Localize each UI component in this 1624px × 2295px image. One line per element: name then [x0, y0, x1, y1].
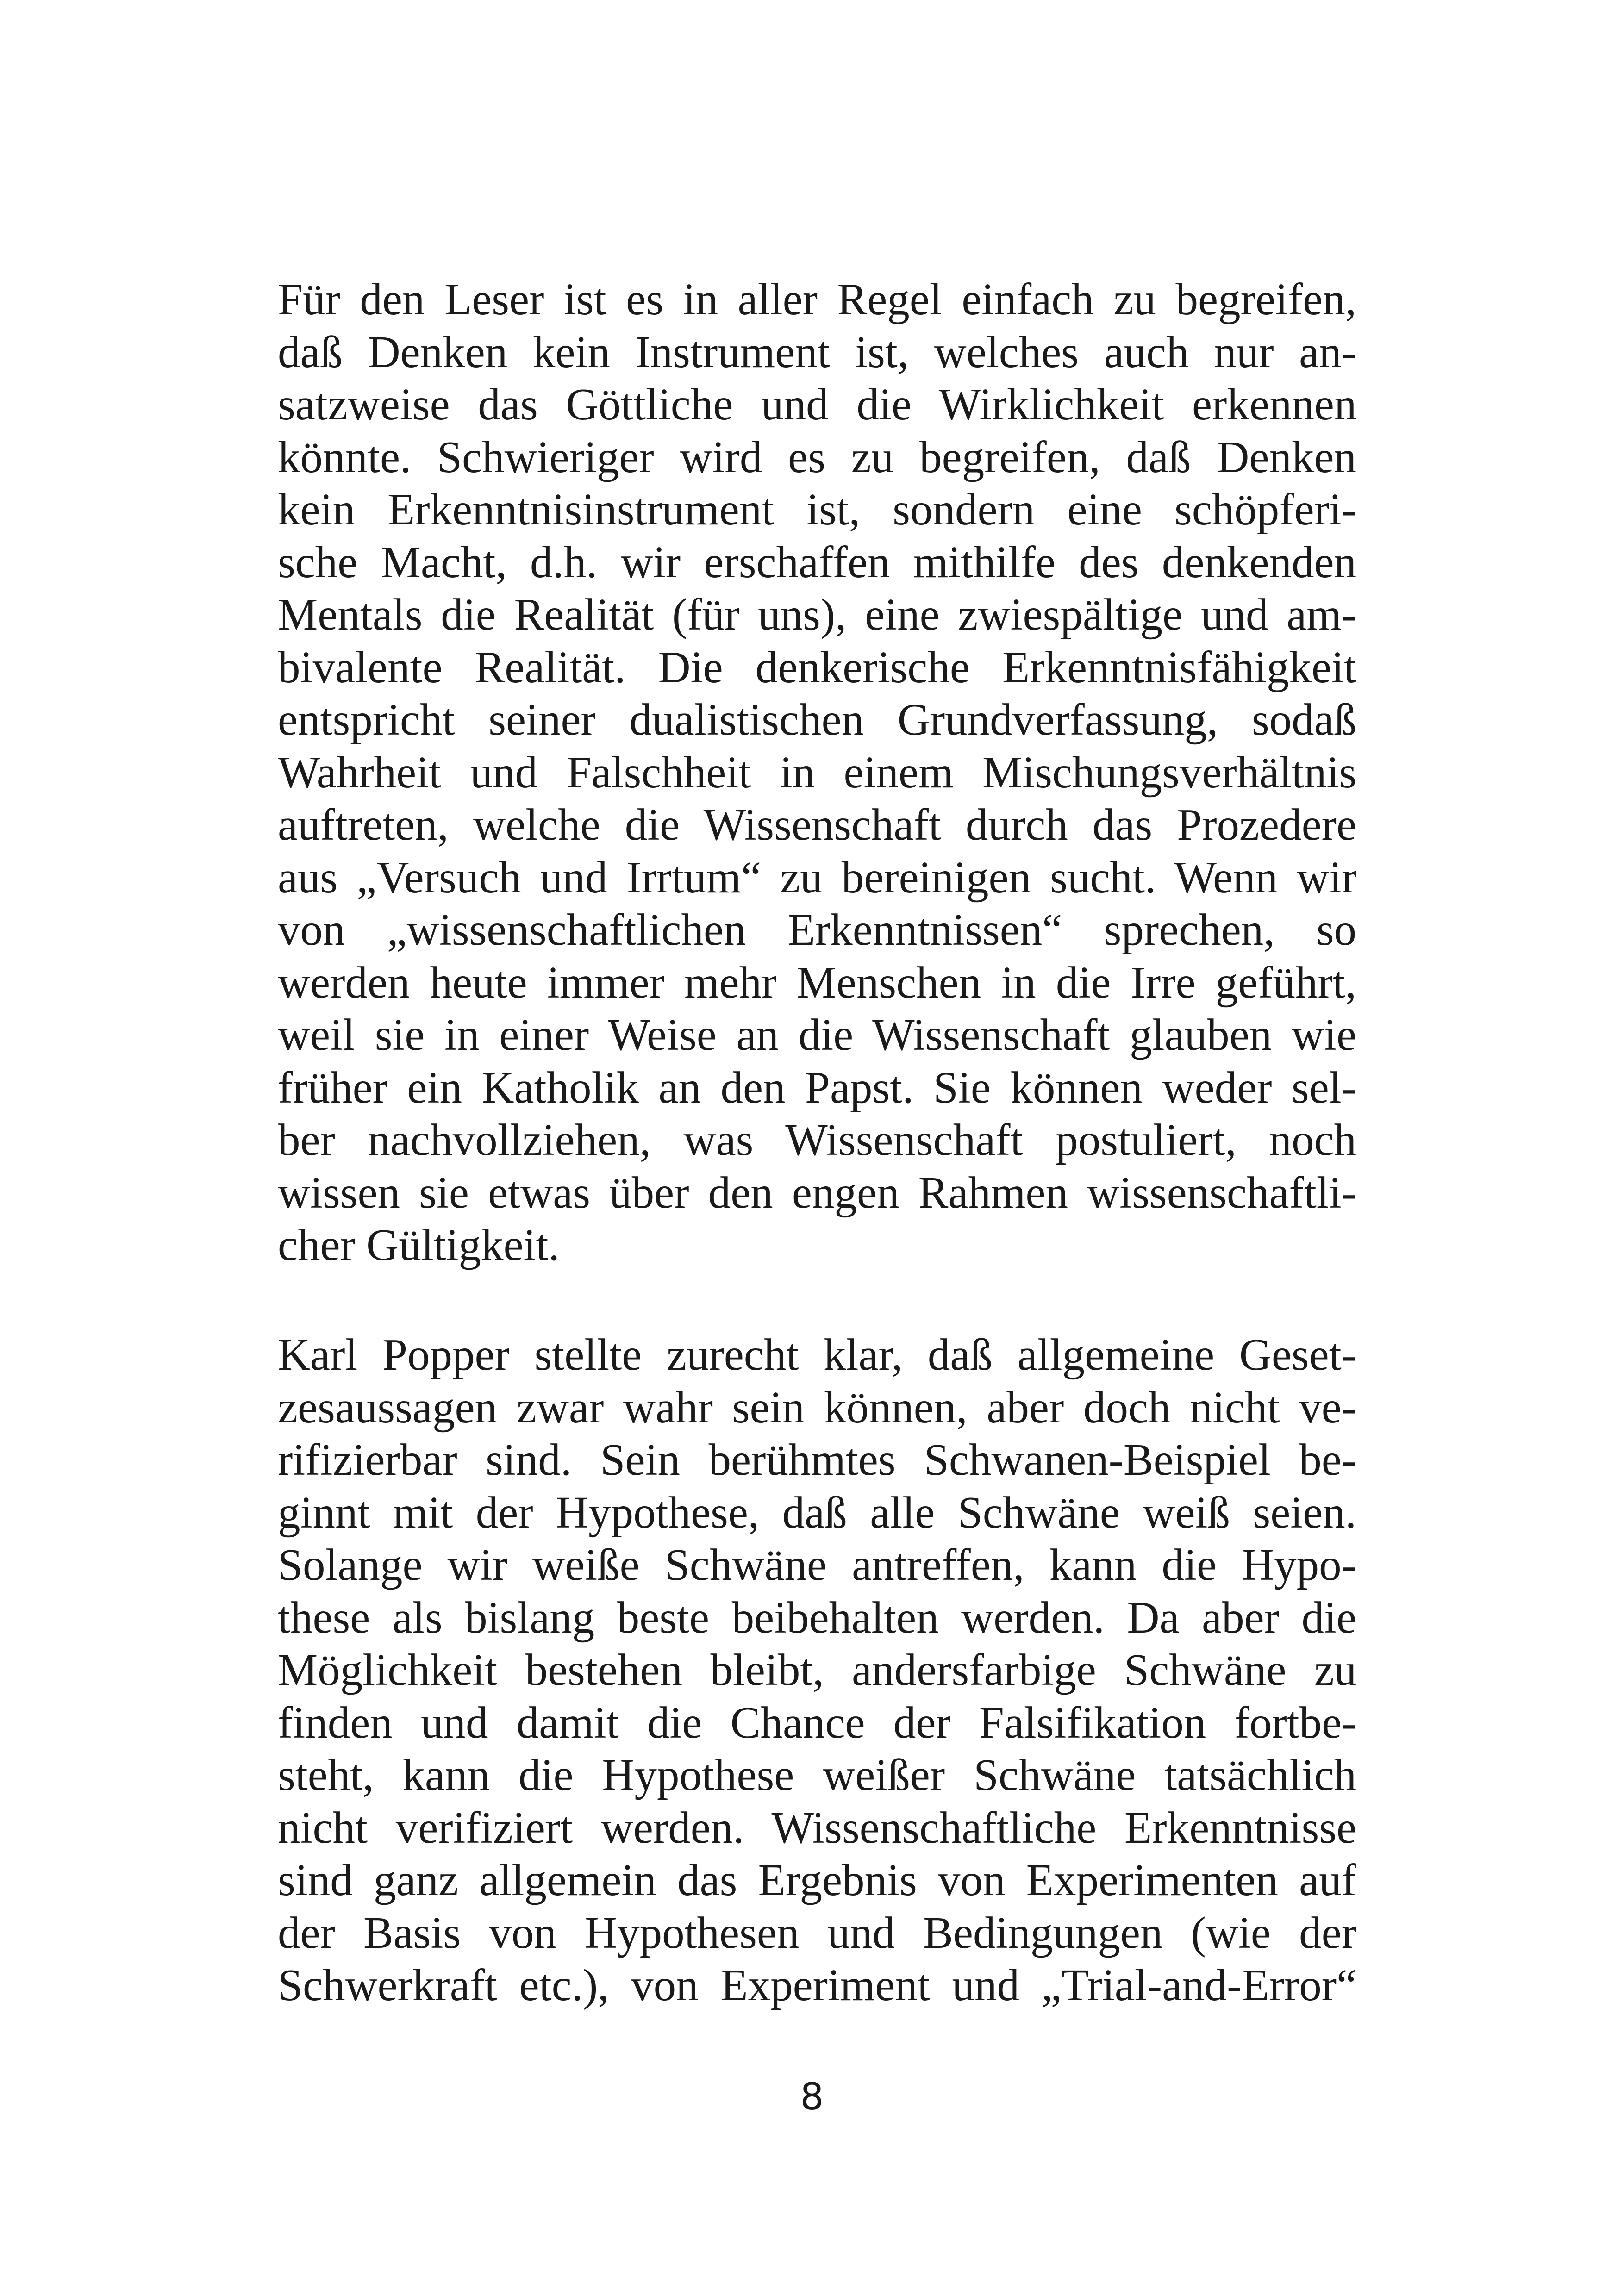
- text-line: Schwerkraft etc.), von Experiment und „Trial-and-Error“: [278, 1960, 1357, 2010]
- text-line: Solange wir weiße Schwäne antreffen, kann die Hypo-: [278, 1540, 1356, 1590]
- page-number: 8: [800, 2075, 824, 2118]
- text-line: der Basis von Hypothesen und Bedingungen (wie der: [278, 1908, 1356, 1958]
- text-line: bivalente Realität. Die denkerische Erkenntnisfähigkeit: [278, 642, 1356, 692]
- text-line: ber nachvollziehen, was Wissenschaft postuliert, noch: [278, 1115, 1357, 1165]
- text-line: aus „Versuch und Irrtum“ zu bereinigen sucht. Wenn wir: [278, 852, 1357, 902]
- text-line: finden und damit die Chance der Falsifikation fortbe-: [278, 1697, 1357, 1747]
- text-line: sind ganz allgemein das Ergebnis von Experimenten auf: [278, 1855, 1356, 1905]
- text-line: sche Macht, d.h. wir erschaffen mithilfe des denkenden: [278, 537, 1356, 587]
- text-line: von „wissenschaftlichen Erkenntnissen“ sprechen, so: [278, 905, 1357, 954]
- text-line: wissen sie etwas über den engen Rahmen wissenschaftli-: [278, 1167, 1356, 1217]
- text-line: Möglichkeit bestehen bleibt, andersfarbige Schwäne zu: [278, 1645, 1357, 1695]
- text-line: satzweise das Göttliche und die Wirklichkeit erkennen: [278, 380, 1357, 429]
- paragraph-2: [278, 1328, 1356, 2012]
- text-line: nicht verifiziert werden. Wissenschaftliche Erkenntnisse: [278, 1802, 1357, 1852]
- text-line: Mentals die Realität (für uns), eine zwiespältige und am-: [278, 590, 1357, 639]
- text-line: weil sie in einer Weise an die Wissenschaft glauben wie: [278, 1010, 1356, 1060]
- text-line: auftreten, welche die Wissenschaft durch das Prozedere: [278, 800, 1357, 849]
- text-line: Wahrheit und Falschheit in einem Mischungsverhältnis: [278, 747, 1357, 797]
- text-line: früher ein Katholik an den Papst. Sie können weder sel-: [278, 1062, 1356, 1112]
- text-line: daß Denken kein Instrument ist, welches auch nur an-: [278, 327, 1356, 377]
- text-line: cher Gültigkeit.: [278, 1220, 560, 1270]
- text-line: these als bislang beste beibehalten werden. Da aber die: [278, 1592, 1356, 1642]
- text-line: rifizierbar sind. Sein berühmtes Schwanen-Beispiel be-: [278, 1435, 1357, 1484]
- text-line: kein Erkenntnisinstrument ist, sondern eine schöpferi-: [278, 485, 1357, 534]
- text-line: Karl Popper stellte zurecht klar, daß allgemeine Geset-: [278, 1330, 1356, 1379]
- text-line: Für den Leser ist es in aller Regel einfach zu begreifen,: [278, 274, 1356, 324]
- text-line: werden heute immer mehr Menschen in die Irre geführt,: [278, 957, 1356, 1007]
- text-line: könnte. Schwieriger wird es zu begreifen, daß Denken: [278, 432, 1356, 482]
- paragraph-1: [278, 273, 1356, 1272]
- text-line: zesaussagen zwar wahr sein können, aber doch nicht ve-: [278, 1382, 1356, 1432]
- text-line: ginnt mit der Hypothese, daß alle Schwäne weiß seien.: [278, 1487, 1357, 1537]
- text-line: steht, kann die Hypothese weißer Schwäne tatsächlich: [278, 1750, 1356, 1800]
- text-line: entspricht seiner dualistischen Grundverfassung, sodaß: [278, 695, 1357, 744]
